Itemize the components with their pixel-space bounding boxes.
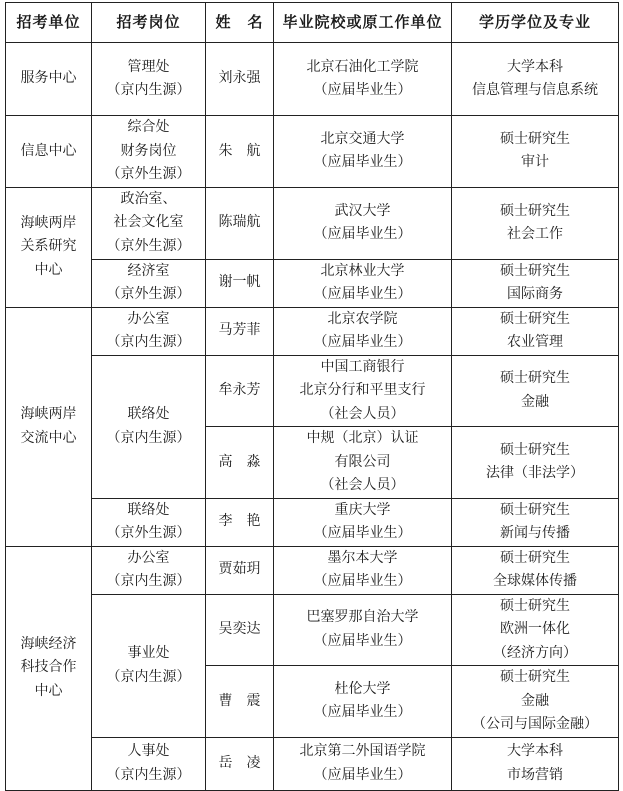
degree-cell — [452, 594, 619, 666]
school-cell — [274, 259, 452, 307]
school-cell-line: 杜伦大学 — [334, 680, 391, 697]
school-cell-line: （应届毕业生） — [313, 573, 412, 589]
unit-cell-line: 中心 — [34, 682, 63, 699]
post-cell-line: 政治室、 — [120, 190, 177, 207]
table-row — [6, 546, 619, 594]
post-cell — [92, 737, 206, 790]
post-cell-line: 办公室 — [127, 310, 170, 327]
post-cell-line: （京内生源） — [106, 573, 191, 589]
degree-cell-line: 硕士研究生 — [500, 441, 570, 458]
person-name: 吴奕达 — [218, 621, 261, 637]
school-cell-line: 北京交通大学 — [320, 130, 405, 147]
degree-cell — [452, 737, 619, 790]
degree-cell — [452, 498, 619, 546]
school-cell-line: 中规（北京）认证 — [306, 430, 419, 446]
post-cell-line: （京内生源） — [106, 429, 191, 446]
header-post: 招考岗位 — [92, 3, 206, 43]
school-cell-line: （社会人员） — [320, 405, 405, 422]
person-name: 刘永强 — [218, 70, 261, 87]
unit-cell — [6, 187, 92, 307]
post-cell-line: （京外生源） — [106, 166, 191, 182]
unit-cell-line: 交流中心 — [20, 429, 77, 446]
unit-cell-line: 关系研究 — [20, 238, 77, 255]
school-cell — [274, 187, 452, 259]
degree-cell-line: 硕士研究生 — [500, 130, 570, 147]
degree-cell-line: 社会工作 — [507, 226, 563, 242]
school-cell — [274, 737, 452, 790]
degree-cell — [452, 116, 619, 188]
post-cell-line: （京内生源） — [106, 766, 191, 783]
post-cell — [92, 116, 206, 188]
post-cell — [92, 594, 206, 737]
unit-cell — [6, 307, 92, 546]
school-cell-line: 北京林业大学 — [320, 262, 405, 279]
school-cell — [274, 666, 452, 738]
unit-cell-line: 中心 — [34, 261, 63, 278]
table-row — [6, 498, 619, 546]
school-cell — [274, 43, 452, 116]
table-row — [6, 594, 619, 666]
degree-cell — [452, 43, 619, 116]
post-cell-line: 办公室 — [127, 549, 170, 566]
school-cell — [274, 546, 452, 594]
post-cell-line: （京内生源） — [106, 668, 191, 685]
table-body — [6, 3, 619, 791]
post-cell-line: 事业处 — [127, 645, 170, 661]
post-cell-line: 社会文化室 — [113, 214, 184, 231]
degree-cell-line: 硕士研究生 — [500, 501, 570, 518]
post-cell-line: （京内生源） — [106, 334, 191, 350]
school-cell — [274, 116, 452, 188]
post-cell-line: 管理处 — [127, 58, 170, 75]
person-name: 李 艳 — [218, 513, 261, 530]
school-cell — [274, 427, 452, 499]
school-cell-line: （应届毕业生） — [313, 226, 412, 242]
unit-cell — [6, 116, 92, 188]
name-cell — [206, 307, 274, 355]
admission-table — [5, 2, 619, 791]
person-name: 陈瑞航 — [218, 214, 261, 231]
degree-cell-line: 金融 — [521, 393, 549, 410]
degree-cell-line: 大学本科 — [507, 58, 563, 75]
post-cell-line: 综合处 — [127, 119, 170, 135]
school-cell-line: （社会人员） — [320, 477, 405, 493]
post-cell-line: 经济室 — [127, 262, 170, 279]
unit-cell-line: 服务中心 — [20, 70, 77, 87]
unit-cell-line: 海峡经济 — [20, 635, 77, 652]
school-cell-line: （应届毕业生） — [313, 766, 412, 783]
degree-cell-line: （经济方向） — [493, 644, 577, 661]
header-name: 姓 名 — [206, 3, 274, 43]
header-degree: 学历学位及专业 — [452, 3, 619, 43]
person-name: 谢一帆 — [218, 274, 261, 291]
post-cell-line: （京外生源） — [106, 525, 191, 541]
degree-cell — [452, 427, 619, 499]
school-cell-line: 重庆大学 — [334, 501, 391, 518]
post-cell-line: （京外生源） — [106, 237, 191, 254]
degree-cell-line: 全球媒体传播 — [493, 573, 577, 589]
school-cell-line: （应届毕业生） — [313, 334, 412, 350]
post-cell-line: （京外生源） — [106, 286, 191, 302]
post-cell-line: 联络处 — [127, 501, 170, 518]
degree-cell-line: 硕士研究生 — [500, 669, 570, 685]
degree-cell-line: 市场营销 — [507, 766, 563, 783]
name-cell — [206, 666, 274, 738]
post-cell — [92, 187, 206, 259]
degree-cell — [452, 546, 619, 594]
person-name: 贾茹玥 — [218, 561, 261, 578]
post-cell — [92, 259, 206, 307]
table-row — [6, 259, 619, 307]
name-cell — [206, 355, 274, 427]
degree-cell-line: 硕士研究生 — [500, 310, 570, 327]
person-name: 马芳菲 — [218, 322, 261, 339]
school-cell — [274, 594, 452, 666]
header-row — [6, 3, 619, 43]
name-cell — [206, 546, 274, 594]
post-cell — [92, 546, 206, 594]
degree-cell-line: （公司与国际金融） — [472, 716, 598, 732]
table-row — [6, 355, 619, 427]
degree-cell-line: 硕士研究生 — [500, 549, 570, 566]
school-cell-line: （应届毕业生） — [313, 286, 412, 302]
person-name: 曹 震 — [218, 692, 261, 709]
person-name: 朱 航 — [218, 142, 261, 159]
degree-cell-line: 国际商务 — [507, 286, 563, 302]
post-cell — [92, 43, 206, 116]
name-cell — [206, 187, 274, 259]
school-cell-line: 北京分行和平里支行 — [299, 382, 426, 398]
post-cell — [92, 498, 206, 546]
degree-cell-line: 硕士研究生 — [500, 370, 570, 387]
post-cell-line: 联络处 — [127, 406, 170, 422]
degree-cell-line: 硕士研究生 — [500, 262, 570, 279]
school-cell — [274, 307, 452, 355]
unit-cell-line: 科技合作 — [20, 659, 77, 676]
degree-cell — [452, 355, 619, 427]
table-row — [6, 187, 619, 259]
person-name: 岳 凌 — [218, 754, 261, 771]
name-cell — [206, 116, 274, 188]
school-cell-line: （应届毕业生） — [313, 154, 412, 171]
degree-cell-line: 欧洲一体化 — [500, 621, 570, 637]
degree-cell-line: 新闻与传播 — [500, 525, 570, 541]
degree-cell-line: 大学本科 — [507, 743, 563, 759]
school-cell-line: 北京石油化工学院 — [306, 58, 419, 75]
school-cell-line: 北京第二外国语学院 — [299, 743, 426, 759]
degree-cell-line: 法律（非法学） — [486, 465, 584, 482]
degree-cell — [452, 666, 619, 738]
name-cell — [206, 427, 274, 499]
unit-cell-line: 海峡两岸 — [20, 406, 77, 422]
school-cell-line: 武汉大学 — [334, 202, 391, 219]
post-cell — [92, 355, 206, 498]
degree-cell-line: 硕士研究生 — [500, 597, 570, 614]
post-cell-line: 人事处 — [127, 743, 170, 759]
table-row — [6, 116, 619, 188]
degree-cell — [452, 259, 619, 307]
unit-cell — [6, 43, 92, 116]
school-cell-line: 北京农学院 — [327, 310, 398, 327]
school-cell-line: 墨尔本大学 — [327, 549, 398, 566]
school-cell-line: 巴塞罗那自治大学 — [306, 609, 419, 626]
degree-cell-line: 信息管理与信息系统 — [472, 82, 598, 98]
school-cell — [274, 498, 452, 546]
degree-cell-line: 金融 — [521, 692, 549, 709]
header-school: 毕业院校或原工作单位 — [274, 3, 452, 43]
school-cell-line: （应届毕业生） — [313, 632, 412, 649]
school-cell-line: 有限公司 — [334, 453, 391, 470]
degree-cell — [452, 187, 619, 259]
name-cell — [206, 737, 274, 790]
person-name: 高 淼 — [218, 453, 261, 470]
school-cell — [274, 355, 452, 427]
school-cell-line: 中国工商银行 — [320, 358, 405, 375]
post-cell — [92, 307, 206, 355]
post-cell-line: 财务岗位 — [120, 142, 177, 159]
school-cell-line: （应届毕业生） — [313, 82, 412, 98]
school-cell-line: （应届毕业生） — [313, 525, 412, 541]
person-name: 牟永芳 — [218, 382, 261, 398]
unit-cell-line: 信息中心 — [20, 142, 77, 159]
table-row — [6, 307, 619, 355]
table-row — [6, 43, 619, 116]
degree-cell-line: 审计 — [521, 154, 549, 171]
name-cell — [206, 594, 274, 666]
degree-cell — [452, 307, 619, 355]
unit-cell — [6, 546, 92, 790]
degree-cell-line: 硕士研究生 — [500, 202, 570, 219]
table-row — [6, 737, 619, 790]
name-cell — [206, 498, 274, 546]
unit-cell-line: 海峡两岸 — [20, 214, 77, 231]
post-cell-line: （京内生源） — [106, 82, 191, 98]
degree-cell-line: 农业管理 — [507, 334, 563, 350]
name-cell — [206, 43, 274, 116]
school-cell-line: （应届毕业生） — [313, 704, 412, 721]
name-cell — [206, 259, 274, 307]
header-unit: 招考单位 — [6, 3, 92, 43]
